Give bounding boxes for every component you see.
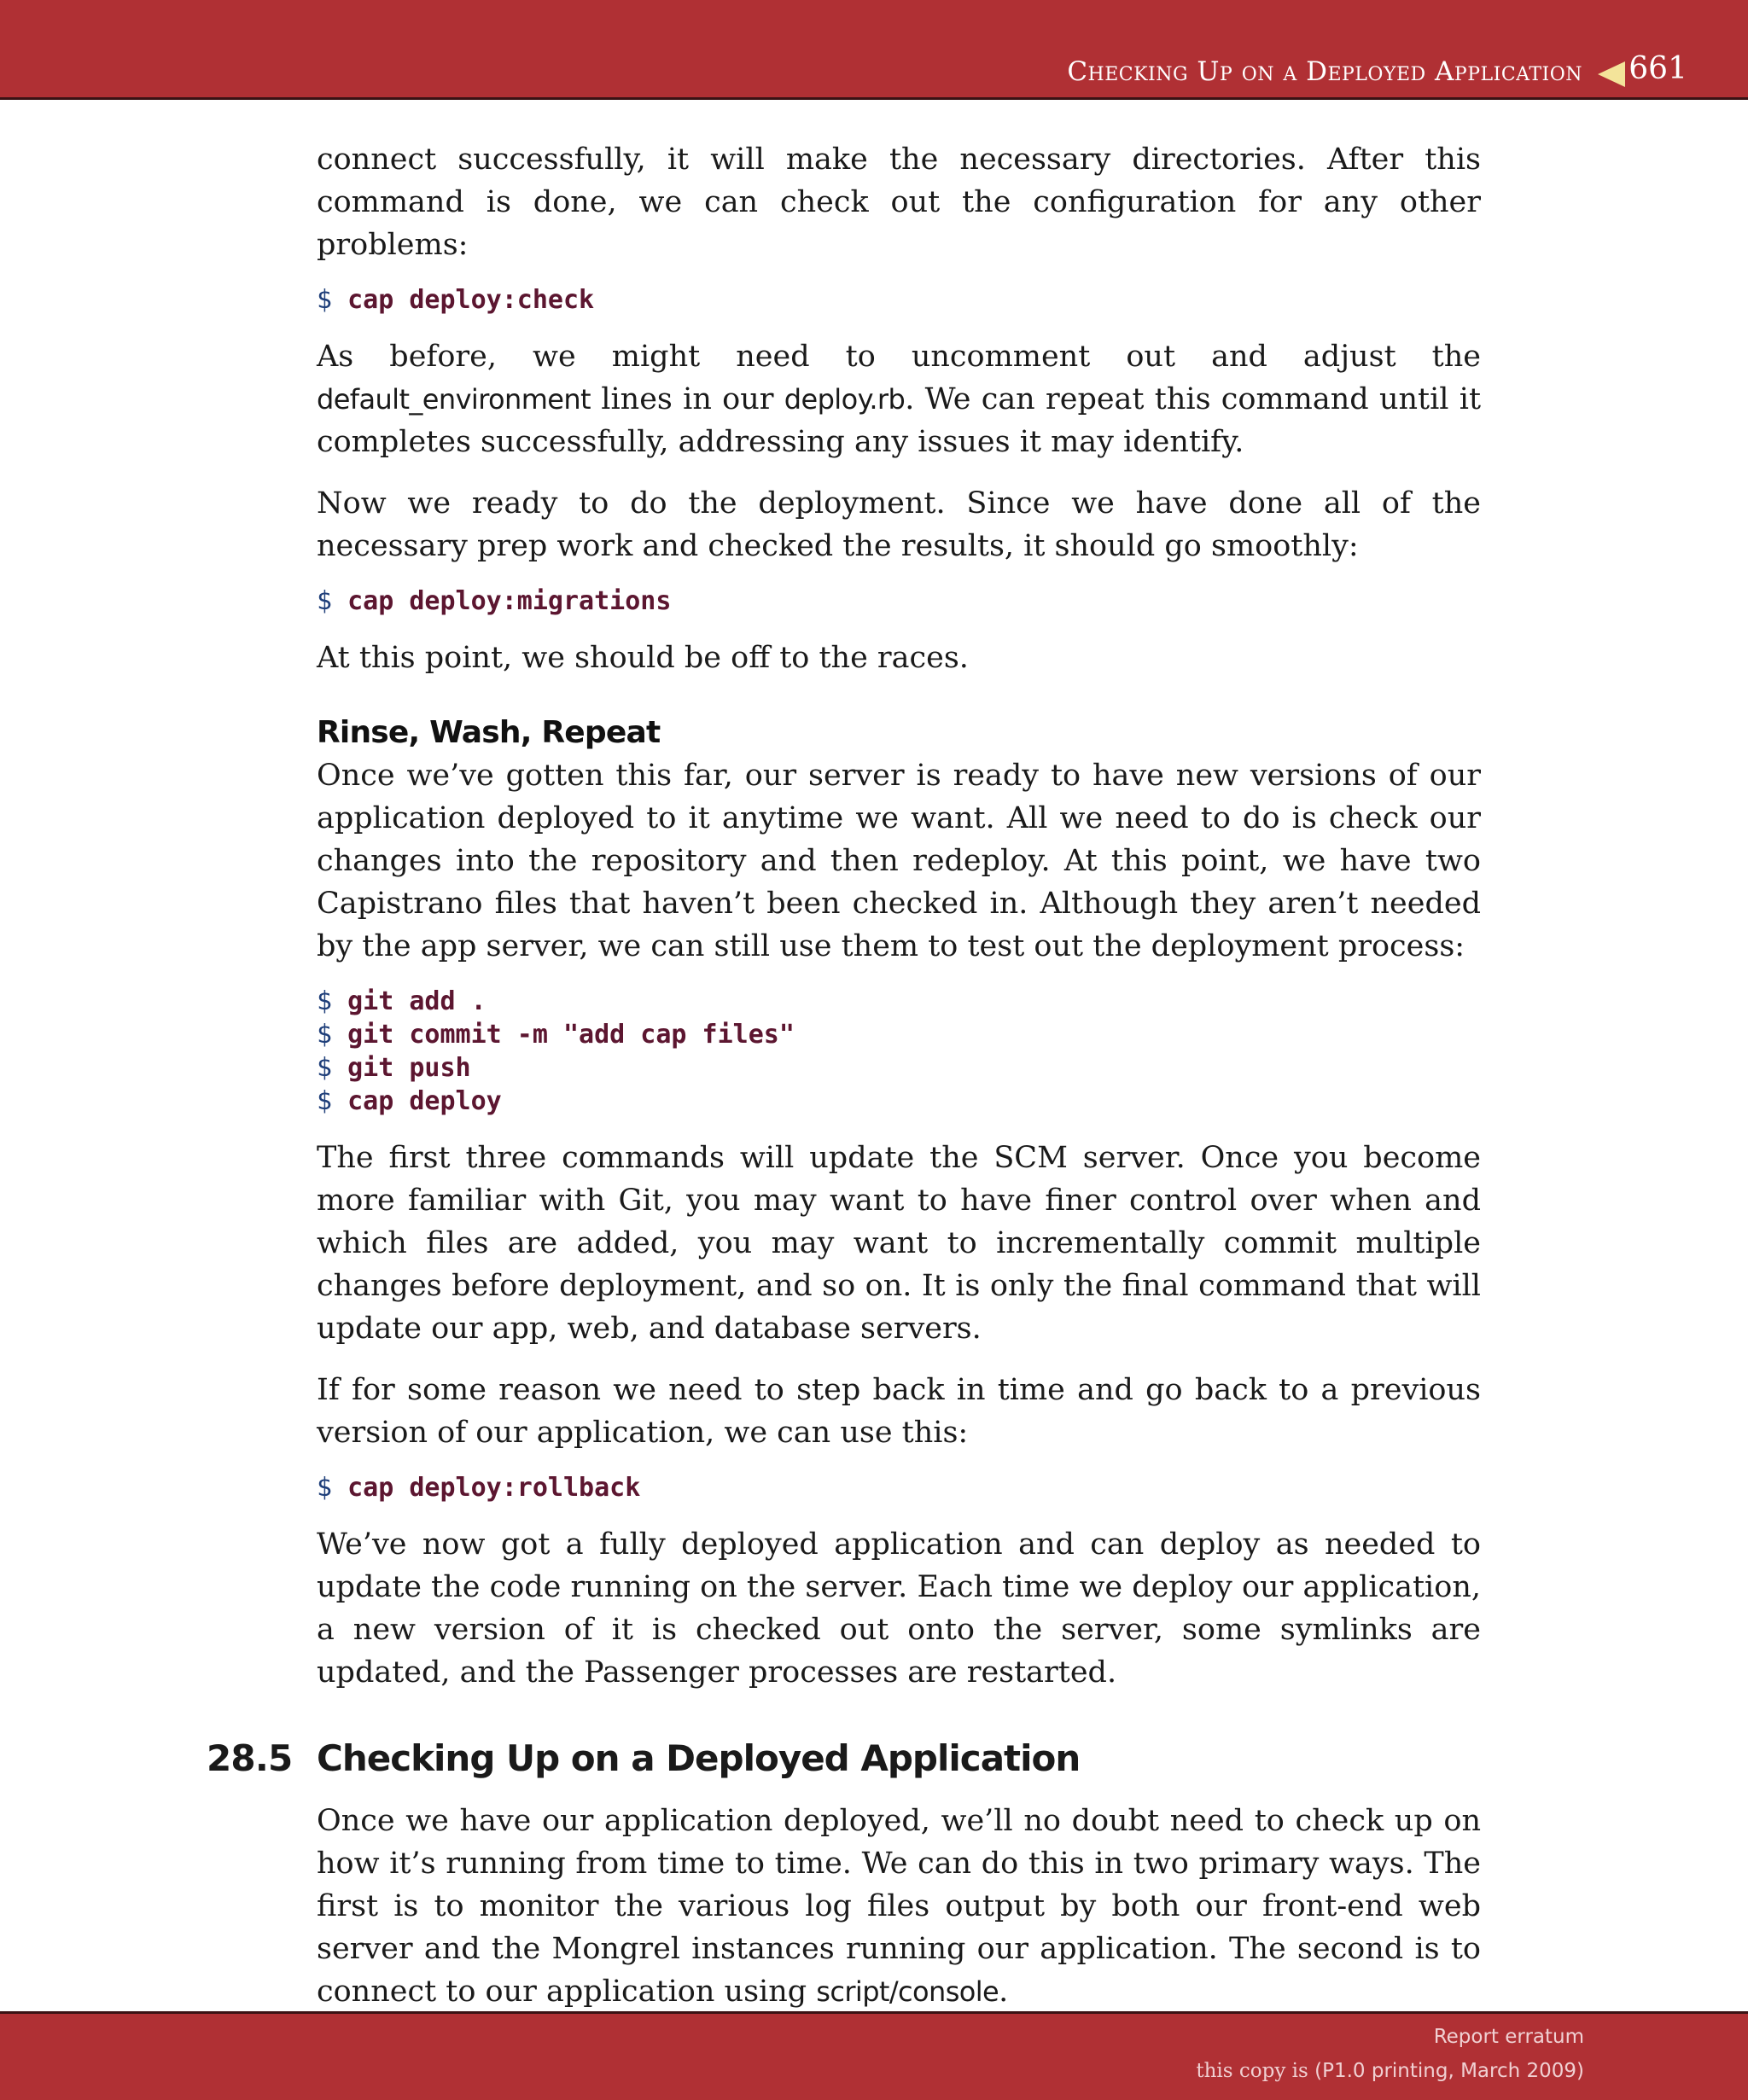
code-prompt: $ bbox=[317, 1020, 333, 1050]
code-prompt: $ bbox=[317, 986, 333, 1016]
running-title: Checking Up on a Deployed Application bbox=[1067, 56, 1582, 87]
paragraph: At this point, we should be off to the races. bbox=[317, 641, 969, 675]
code-block bbox=[317, 1471, 1481, 1504]
left-arrow-icon bbox=[1598, 61, 1625, 87]
printing-label: (P1.0 printing, March 2009) bbox=[1314, 2060, 1584, 2082]
subheading: Rinse, Wash, Repeat bbox=[317, 715, 661, 750]
code-command: git add . bbox=[347, 986, 487, 1016]
page-footer bbox=[0, 2011, 1748, 2100]
code-command: cap deploy:migrations bbox=[347, 586, 672, 616]
paragraph: If for some reason we need to step back in time and go back to a previous version of our application, we can use this: bbox=[317, 1373, 1481, 1450]
section-heading bbox=[207, 1735, 1481, 1783]
page-number: 661 bbox=[1629, 51, 1687, 86]
code-line bbox=[317, 1018, 1481, 1051]
code-prompt: $ bbox=[317, 586, 333, 616]
code-line bbox=[317, 1085, 1481, 1118]
code-line bbox=[317, 1051, 1481, 1085]
paragraph: Now we ready to do the deployment. Since we have done all of the necessary prep work and checked the results, it should go smoothly: bbox=[317, 486, 1481, 563]
page-body bbox=[207, 138, 1482, 2013]
text-run: lines in our bbox=[591, 382, 784, 416]
code-block bbox=[317, 283, 1481, 317]
printing-info bbox=[1196, 2060, 1584, 2082]
text-run: . bbox=[999, 1975, 1009, 2009]
code-command: cap deploy bbox=[347, 1086, 502, 1116]
code-command: cap deploy:rollback bbox=[347, 1473, 641, 1503]
paragraph: Once we’ve gotten this far, our server is ready to have new versions of our application deployed to it anytime we want. All we need to do is check our changes into the repository and then redeploy. At this point, we have two Capistrano files that haven’t been checked in. Although they aren’t needed by the app server, we can still use them to test out the deployment process: bbox=[317, 759, 1481, 963]
code-line bbox=[317, 283, 1481, 317]
page-header bbox=[0, 0, 1748, 100]
code-line bbox=[317, 985, 1481, 1018]
paragraph: The first three commands will update the SCM server. Once you become more familiar with Git, you may want to have finer control over when and which files are added, you may want to incrementally commit multiple changes before deployment, and so on. It is only the final command that will update our app, web, and database servers. bbox=[317, 1141, 1481, 1346]
code-prompt: $ bbox=[317, 1053, 333, 1083]
code-block bbox=[317, 585, 1481, 618]
text-run: As before, we might need to uncomment out and adjust the bbox=[317, 340, 1481, 374]
code-command: git push bbox=[347, 1053, 471, 1083]
code-prompt: $ bbox=[317, 1473, 333, 1503]
paragraph bbox=[317, 335, 1481, 463]
copy-prefix: this copy is bbox=[1196, 2060, 1315, 2082]
code-command: git commit -m "add cap files" bbox=[347, 1020, 795, 1050]
paragraph: We’ve now got a fully deployed application and can deploy as needed to update the code running on the server. Each time we deploy our application, a new version of it is checked out onto the server, some symlinks are updated, and the Passenger processes are restarted. bbox=[317, 1527, 1481, 1690]
section-number: 28.5 bbox=[207, 1737, 293, 1779]
code-line bbox=[317, 1471, 1481, 1504]
report-erratum-link[interactable]: Report erratum bbox=[1433, 2026, 1584, 2048]
text-run: Once we have our application deployed, we’ll no doubt need to check up on how it’s running from time to time. We can do this in two primary ways. The first is to monitor the various log files output by both our front-end web server and the Mongrel instances running our application. The second is to connect to our application using bbox=[317, 1804, 1481, 2009]
inline-code: default_environment bbox=[317, 383, 591, 416]
code-prompt: $ bbox=[317, 285, 333, 315]
code-prompt: $ bbox=[317, 1086, 333, 1116]
section-title: Checking Up on a Deployed Application bbox=[317, 1737, 1081, 1779]
inline-code: script/console bbox=[816, 1975, 999, 2008]
code-command: cap deploy:check bbox=[347, 285, 595, 315]
code-block bbox=[317, 985, 1481, 1118]
inline-code: deploy.rb bbox=[784, 383, 906, 416]
text-run: . We can repeat this command until it completes successfully, addressing any issues it may identify. bbox=[317, 382, 1482, 459]
code-line bbox=[317, 585, 1481, 618]
paragraph: connect successfully, it will make the necessary directories. After this command is done, we can check out the configuration for any other problems: bbox=[317, 143, 1481, 262]
paragraph bbox=[317, 1800, 1481, 2013]
